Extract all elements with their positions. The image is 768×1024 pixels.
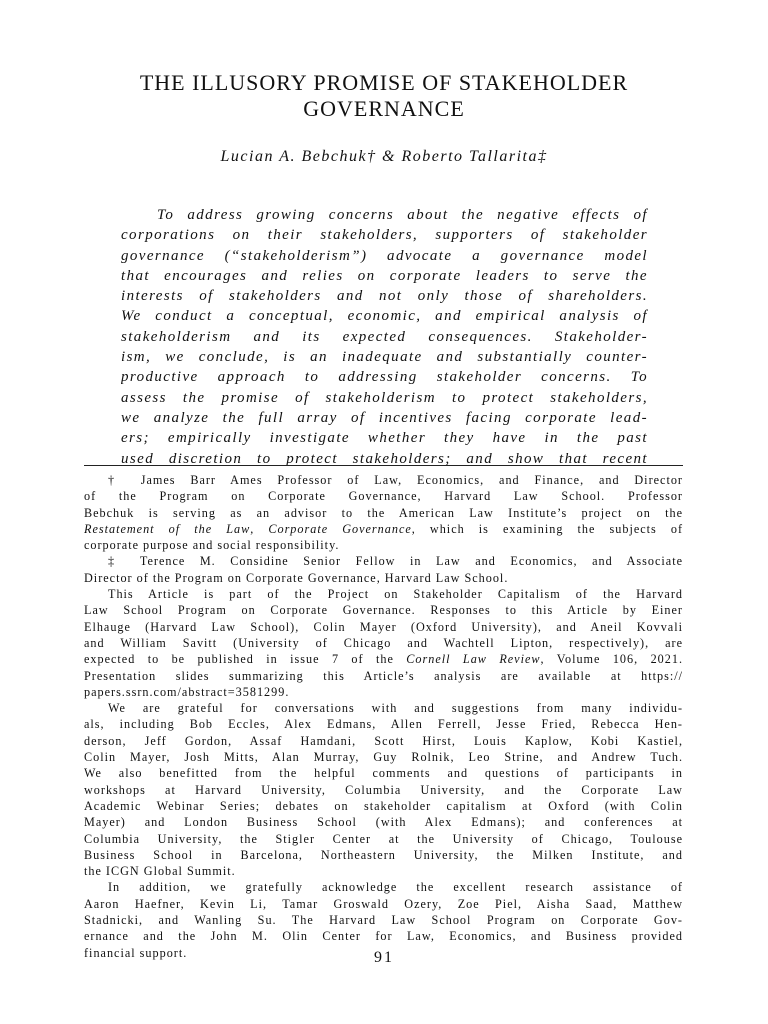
abstract-line: ers; empirically investigate whether they have in the past [121,430,648,447]
author-byline: Lucian A. Bebchuk† & Roberto Tallarita‡ [220,148,548,165]
footnote-support-line: Stadnicki, and Wanling Su. The Harvard Law School Program on Corporate Gov- [84,913,683,928]
abstract-line: stakeholderism and its expected consequences. Stakeholder- [121,328,648,345]
article-title-line-1: THE ILLUSORY PROMISE OF STAKEHOLDER [139,70,629,95]
abstract-line: that encourages and relies on corporate leaders to serve the [121,267,648,284]
footnote-thanks-line: We are grateful for conversations with and suggestions from many individu- [108,701,683,716]
footnote-support-line: ernance and the John M. Olin Center for Law, Economics, and Business provided [84,929,683,944]
footnote-project-line [84,651,683,667]
footnote-project-line: This Article is part of the Project on Stakeholder Capitalism of the Harvard [108,587,683,602]
footnote-project-line: Elhauge (Harvard Law School), Colin Mayer (Oxford University), and Aneil Kovvali [84,619,683,634]
footnotes [84,472,683,961]
abstract-line: governance (“stakeholderism”) advocate a governance model [121,247,648,264]
abstract-line: productive approach to addressing stakeholder concerns. To [121,369,648,386]
footnote-support-line: In addition, we gratefully acknowledge the excellent research assistance of [108,880,683,895]
abstract [121,205,648,469]
restatement-title: Restatement of the Law [84,521,251,536]
footnote-dagger-line [84,521,683,537]
article-title-line-2: GOVERNANCE [303,96,465,121]
footnote-thanks-line: Academic Webinar Series; debates on stakeholder capitalism at Oxford (with Colin [84,798,683,813]
footnote-separator [84,465,683,466]
footnote-dagger-line: corporate purpose and social responsibility. [84,538,340,553]
abstract-line: used discretion to protect stakeholders; and show that recent [121,450,648,467]
abstract-line: ism, we conclude, is an inadequate and substantially counter- [121,349,648,366]
footnote-text: , which is examining the subjects of [411,521,683,536]
footnote-text: expected to be published in issue 7 of the [84,652,407,667]
corporate-governance-title: Corporate Governance [268,521,412,536]
footnote-thanks-line: the ICGN Global Summit. [84,864,236,879]
footnote-support-line: Aaron Haefner, Kevin Li, Tamar Groswald Ozery, Zoe Piel, Aisha Saad, Matthew [84,896,683,911]
footnote-dagger-line: of the Program on Corporate Governance, Harvard Law School. Professor [84,489,683,504]
footnote-project-line: Law School Program on Corporate Governance. Responses to this Article by Einer [84,603,683,618]
footnote-project-line: and William Savitt (University of Chicago and Wachtell Lipton, respectively), are [84,635,683,650]
footnote-thanks-line: Mayer) and London Business School (with Alex Edmans); and conferences at [84,815,683,830]
footnote-thanks-line: We also benefitted from the helpful comments and questions of participants in [84,766,683,781]
abstract-line: assess the promise of stakeholderism to protect stakeholders, [121,389,648,406]
title-separator: , [250,521,269,536]
footnote-thanks-line: derson, Jeff Gordon, Assaf Hamdani, Scott Hirst, Louis Kaplow, Kobi Kastiel, [84,733,683,748]
footnote-thanks-line: Business School in Barcelona, Northeastern University, the Milken Institute, and [84,847,683,862]
article-title [60,70,708,122]
footnote-thanks-line: Columbia University, the Stigler Center at the University of Chicago, Toulouse [84,831,683,846]
abstract-line: To address growing concerns about the negative effects of [157,207,648,223]
footnote-dagger-line: † James Barr Ames Professor of Law, Economics, and Finance, and Director [108,473,683,487]
abstract-line: We conduct a conceptual, economic, and empirical analysis of [121,308,648,325]
footnote-ddagger-line: ‡ Terence M. Considine Senior Fellow in Law and Economics, and Associate [108,554,683,569]
footnote-project-line: papers.ssrn.com/abstract=3581299. [84,684,290,699]
journal-title: Cornell Law Review [406,652,541,667]
abstract-line: corporations on their stakeholders, supporters of stakeholder [121,227,648,244]
footnote-thanks-line: workshops at Harvard University, Columbia University, and the Corporate Law [84,782,683,797]
footnote-project-line: Presentation slides summarizing this Article’s analysis are available at https:// [84,668,683,683]
abstract-line: we analyze the full array of incentives facing corporate lead- [121,409,648,426]
footnote-text: , Volume 106, 2021. [540,652,683,667]
abstract-line: interests of stakeholders and not only those of shareholders. [121,288,648,305]
page-number: 91 [374,949,394,966]
footnote-thanks-line: als, including Bob Eccles, Alex Edmans, Allen Ferrell, Jesse Fried, Rebecca Hen- [84,717,683,732]
footnote-thanks-line: Colin Mayer, Josh Mitts, Alan Murray, Guy Rolnik, Leo Strine, and Andrew Tuch. [84,750,683,765]
footnote-ddagger-line: Director of the Program on Corporate Governance, Harvard Law School. [84,570,509,585]
footnote-support-line: financial support. [84,945,188,960]
footnote-dagger-line: Bebchuk is serving as an advisor to the American Law Institute’s project on the [84,505,683,520]
